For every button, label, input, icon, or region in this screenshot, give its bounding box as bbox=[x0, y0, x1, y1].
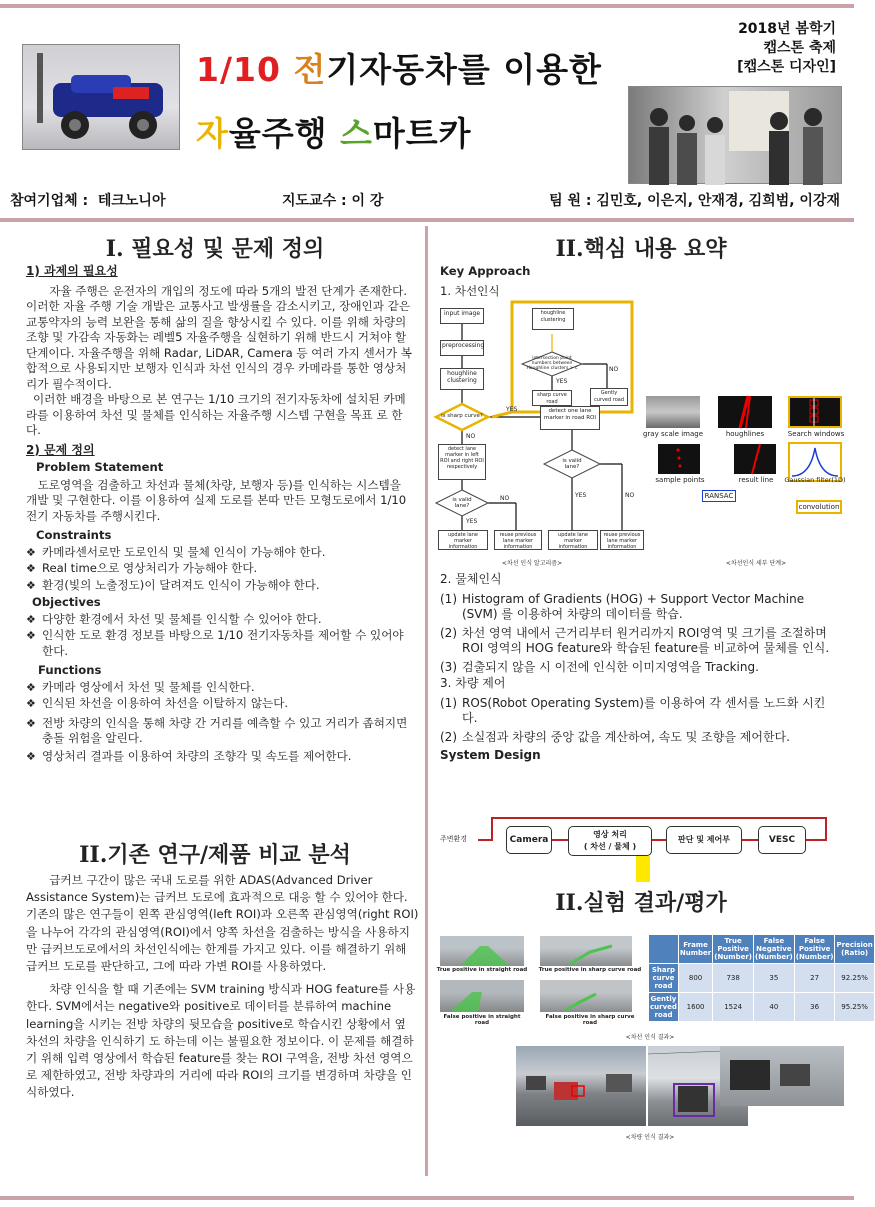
flowchart-caption: <차선 인식 알고리즘> bbox=[501, 560, 563, 567]
table-cell: 36 bbox=[794, 993, 835, 1022]
fc-houghline: houghline clustering bbox=[440, 368, 484, 390]
camera-box: Camera bbox=[506, 826, 552, 854]
problem-heading: 2) 문제 정의 bbox=[26, 442, 95, 457]
section2-body bbox=[26, 872, 420, 1102]
table-row bbox=[649, 993, 875, 1022]
table-cell: 800 bbox=[678, 964, 712, 993]
control-box: 판단 및 제어부 bbox=[666, 826, 742, 854]
event-label: 2018년 봄학기 캡스톤 축제 [캡스톤 디자인] bbox=[737, 21, 836, 75]
bottom-rule bbox=[0, 1196, 854, 1200]
fc-gently-road: Gently curved road bbox=[590, 388, 628, 406]
vehicle-result-image3 bbox=[720, 1046, 844, 1106]
vehicle-result-caption: <차량 인식 결과> bbox=[625, 1134, 675, 1141]
table-header-cell: False Negative (Number) bbox=[754, 935, 795, 964]
fc-preprocessing: preprocessing bbox=[440, 340, 484, 356]
table-header-row bbox=[649, 935, 875, 964]
table-header-cell: Precision (Ratio) bbox=[835, 935, 874, 964]
functions-title: Functions bbox=[38, 663, 102, 677]
fc-detect-lr: detect lane marker in left ROI and right ROI respectively bbox=[438, 444, 486, 480]
fc-sharp-road: sharp curve road bbox=[532, 390, 572, 406]
fc-update-2: update lane marker information bbox=[548, 530, 598, 550]
result-caption: result line bbox=[738, 476, 774, 484]
lane-result-grid bbox=[436, 934, 644, 1030]
table-cell: 40 bbox=[754, 993, 795, 1022]
convolution-box: convolution bbox=[796, 500, 842, 514]
list-item: (2) 소실점과 차량의 중앙 값을 계산하여, 속도 및 조향을 제어한다. bbox=[440, 729, 790, 744]
table-cell: 1524 bbox=[713, 993, 754, 1022]
lane-algorithm-flowchart bbox=[432, 300, 644, 567]
row-label: Gently curved road bbox=[649, 993, 679, 1022]
functions-list bbox=[26, 680, 414, 765]
vesc-box: VESC bbox=[758, 826, 806, 854]
object-heading: 2. 물체인식 bbox=[440, 572, 502, 586]
fc-reuse-2: reuse previous lane marker information bbox=[600, 530, 644, 550]
system-design-diagram bbox=[440, 812, 844, 882]
result-line-image bbox=[734, 444, 776, 474]
fc-yes-2: YES bbox=[466, 518, 478, 525]
table-cell: 92.25% bbox=[835, 964, 874, 993]
fc-input-image: input image bbox=[440, 308, 484, 324]
prior-work-paragraph1: 급커브 구간이 많은 국내 도로를 위한 ADAS(Advanced Driver Assistance System)는 급커브 도로에 효과적으로 대응 할 수 있어야 한다. 기존의 많은 연구들이 왼쪽 관심영역(left ROI)과 오른쪽 관심영역(right ROI)을 나누어 각각의 관심영역(ROI)에서 양쪽 차선을 검출하는 방식을 사용하지만 급커브도로에서의 차선인식에는 한계를 가지고 있다. 이를 해결하기 위해 급커브 도로를 판단하고, 그에 따라 가변 ROI를 사용하였다. bbox=[26, 873, 419, 974]
list-item: ❖ 영상처리 결과를 이용하여 차량의 조향각 및 속도를 제어한다. bbox=[26, 749, 414, 765]
list-item: ❖ 카메라 영상에서 차선 및 물체를 인식한다. bbox=[26, 680, 414, 696]
section2-title: II.기존 연구/제품 비교 분석 bbox=[79, 842, 351, 868]
list-item: ❖ Real time으로 영상처리가 가능해야 한다. bbox=[26, 561, 414, 577]
search-caption: Search windows bbox=[787, 430, 845, 438]
fp-sharp-image bbox=[540, 980, 632, 1012]
fp-straight-image bbox=[440, 980, 524, 1012]
need-paragraph2: 이러한 배경을 바탕으로 본 연구는 1/10 크기의 전기자동차에 설치된 카메라를 이용하여 차선 및 물체를 인식하는 자율주행 시스템 구현을 목표 로 한다. bbox=[26, 392, 406, 437]
table-header-cell: False Positive (Number) bbox=[794, 935, 835, 964]
table-header-cell: Frame Number bbox=[678, 935, 712, 964]
object-recognition bbox=[440, 572, 840, 764]
prior-work-paragraph2: 차량 인식을 할 때 기존에는 SVM training 방식과 HOG feature를 사용한다. SVM에서는 negative와 positive로 데이터를 분류하여 machine learning을 시키는 전방 차량의 뒷모습을 positive로 학습시킨 상황에서 옆 차선의 차량을 인식하기 도 하는데 이는 불필요한 정보이다. 이 문제를 해결하기 위해 입력 영상에서 학습된 feature를 찾는 ROI 구역을, 전방 차선 영역으로 제한하였고, 전방 차량과의 거리에 따라 ROI의 크기를 변경하며 차량을 인식하였다. bbox=[26, 982, 416, 1100]
fc-yes-4: YES bbox=[556, 378, 568, 385]
constraints-list bbox=[26, 545, 414, 594]
top-rule bbox=[0, 4, 854, 8]
table-header-cell: True Positive (Number) bbox=[713, 935, 754, 964]
poster-title-line1: 1/10 전기자동차를 이용한 bbox=[196, 50, 602, 89]
column-divider bbox=[425, 226, 428, 1176]
table-row bbox=[649, 964, 875, 993]
list-item: (3) 검출되지 않을 시 이전에 인식한 이미지영역을 Tracking. bbox=[440, 659, 759, 674]
lane-pipeline-figure bbox=[642, 396, 846, 568]
problem-statement: 도로영역을 검출하고 차선과 물체(차량, 보행자 등)를 인식하는 시스템을 개발 및 구현한다. 이를 이용하여 실제 도로를 본따 만든 모형도로에서 1/10 전기 자동차를 주행시킨다. bbox=[26, 477, 407, 523]
control-steps bbox=[440, 696, 840, 746]
table-cell: 1600 bbox=[678, 993, 712, 1022]
list-item: ❖ 카메라센서로만 도로인식 및 물체 인식이 가능해야 한다. bbox=[26, 545, 414, 561]
houghlines-caption: houghlines bbox=[725, 430, 765, 438]
section4-title: II.실험 결과/평가 bbox=[555, 890, 727, 916]
fc-yes-3: YES bbox=[575, 492, 587, 499]
pipeline-caption: <차선인식 세부 단계> bbox=[725, 560, 787, 567]
fc-valid-lane-1: is valid lane? bbox=[452, 497, 472, 509]
system-design-title: System Design bbox=[440, 748, 541, 762]
need-heading: 1) 과제의 필요성 bbox=[26, 264, 118, 278]
tp-straight-caption: True positive in straight road bbox=[436, 967, 528, 973]
vehicle-result-image1 bbox=[516, 1046, 646, 1126]
object-steps bbox=[440, 592, 840, 676]
team-members: 팀 원 : 김민호, 이은지, 안재경, 김희범, 이강재 bbox=[549, 193, 840, 209]
row-label: Sharp curve road bbox=[649, 964, 679, 993]
tp-sharp-image bbox=[540, 936, 632, 966]
table-cell: 27 bbox=[794, 964, 835, 993]
list-item: ❖ 인식된 차선을 이용하여 차선을 이탈하지 않는다. bbox=[26, 696, 414, 712]
section1-title: I. 필요성 및 문제 정의 bbox=[105, 236, 325, 262]
list-item: ❖ 인식한 도로 환경 정보를 바탕으로 1/10 전기자동차를 제어할 수 있어야 한다. bbox=[26, 628, 414, 659]
team-photo bbox=[628, 86, 842, 184]
fc-no-1: NO bbox=[466, 433, 476, 440]
fc-detect-one: detect one lane marker in road ROI bbox=[540, 406, 600, 430]
fc-is-sharp-curve: is sharp curve? bbox=[441, 413, 483, 419]
objectives-list bbox=[26, 612, 414, 660]
tp-sharp-caption: True positive in sharp curve road bbox=[538, 967, 642, 973]
gaussian-caption: Gaussian filter(1D) bbox=[784, 476, 846, 484]
gray-image bbox=[646, 396, 700, 428]
fc-reuse-1: reuse previous lane marker information bbox=[494, 530, 542, 550]
objectives-title: Objectives bbox=[32, 595, 101, 609]
control-heading: 3. 차량 제어 bbox=[440, 676, 506, 690]
problem-statement-title: Problem Statement bbox=[36, 460, 164, 474]
fc-no-3: NO bbox=[625, 492, 635, 499]
env-label: 주변환경 bbox=[440, 835, 468, 843]
table-cell: 738 bbox=[713, 964, 754, 993]
poster-title-line2: 자율주행 스마트카 bbox=[196, 114, 472, 153]
image-processing-box: 영상 처리 ( 차선 / 물체 ) bbox=[568, 826, 652, 856]
table-cell: 95.25% bbox=[835, 993, 874, 1022]
fc-no-2: NO bbox=[500, 495, 510, 502]
fc-update-1: update lane marker information bbox=[438, 530, 488, 550]
advisor-info: 지도교수 : 이 강 bbox=[282, 193, 384, 209]
sample-points-image bbox=[658, 444, 700, 474]
section3-title: II.핵심 내용 요약 bbox=[555, 236, 727, 262]
need-paragraph1: 자율 주행은 운전자의 개입의 정도에 따라 5개의 발전 단계가 존재한다. 이러한 자율 주행 기술 개발은 교통사고 발생률을 감소시키고, 장애인과 같은 교통약자의 능력 보완을 통해 삶의 질을 향상시킬 수 있다. 이를 위해 차량의 조향 및 가감속 자동화는 레벨5 자율주행을 실현하기 위해 반드시 거쳐야 할 단계이다. 자율주행을 위해 Radar, LiDAR, Camera 등 여러 가지 센서가 복합적으로 사용되지만 보행자 인식과 차선 인식의 경우 카메라를 통한 영상처리가 필수적이다. bbox=[26, 283, 412, 391]
list-item: (2) 차선 영역 내에서 근거리부터 원거리까지 ROI영역 및 크기를 조절하며 ROI 영역의 HOG feature와 학습된 feature를 비교하여 물체를 인식. bbox=[440, 625, 830, 655]
key-approach-title: Key Approach bbox=[440, 264, 531, 278]
constraints-title: Constraints bbox=[36, 528, 112, 542]
lane-result-caption: <차선 인식 결과> bbox=[625, 1034, 675, 1041]
header-rule bbox=[0, 218, 854, 222]
rc-car-photo bbox=[22, 44, 180, 150]
search-windows-image bbox=[788, 396, 842, 428]
list-item: (1) Histogram of Gradients (HOG) + Support Vector Machine (SVM) 를 이용하여 차량의 데이터를 학습. bbox=[440, 591, 805, 621]
ransac-box: RANSAC bbox=[702, 490, 736, 502]
fc-yes-1: YES bbox=[506, 406, 518, 413]
company-info: 참여기업체 : 테크노니아 bbox=[10, 193, 166, 209]
table-header-cell bbox=[649, 935, 679, 964]
results-table bbox=[648, 934, 875, 1022]
list-item: ❖ 환경(빛의 노출정도)이 달려져도 인식이 가능해야 한다. bbox=[26, 578, 414, 594]
fc-no-4: NO bbox=[609, 366, 619, 373]
fp-sharp-caption: False positive in sharp curve road bbox=[545, 1014, 635, 1026]
fc-houghline-2: houghline clustering bbox=[532, 308, 574, 330]
list-item: ❖ 전방 차량의 인식을 통해 차량 간 거리를 예측할 수 있고 거리가 좁혀지면 충돌 위험을 알린다. bbox=[26, 716, 414, 747]
tp-straight-image bbox=[440, 936, 524, 966]
section1-body bbox=[26, 264, 414, 765]
houghlines-image bbox=[718, 396, 772, 428]
fc-intersection: intersection point numbers between Houghline clusters > c bbox=[526, 356, 578, 371]
fp-straight-caption: False positive in straight road bbox=[443, 1014, 521, 1026]
table-cell: 35 bbox=[754, 964, 795, 993]
fc-valid-lane-2: is valid lane? bbox=[562, 458, 582, 470]
sample-caption: sample points bbox=[655, 476, 705, 484]
list-item: ❖ 다양한 환경에서 차선 및 물체를 인식할 수 있어야 한다. bbox=[26, 612, 414, 628]
lane-recognition-heading: 1. 차선인식 bbox=[440, 284, 500, 298]
list-item: (1) ROS(Robot Operating System)를 이용하여 각 센서를 노드화 시킨다. bbox=[440, 695, 826, 725]
gray-caption: gray scale image bbox=[642, 430, 704, 438]
